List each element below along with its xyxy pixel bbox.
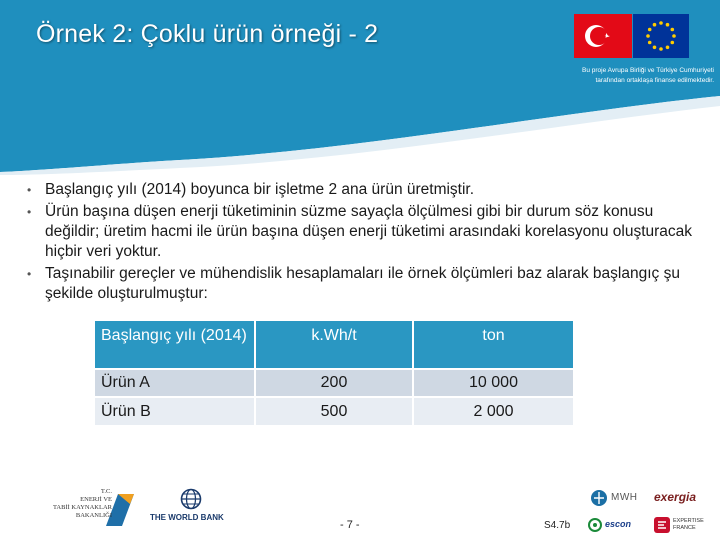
world-bank-logo	[150, 488, 234, 528]
table-header-row	[95, 321, 573, 369]
mwh-globe-icon	[590, 489, 608, 507]
globe-icon	[180, 488, 202, 510]
bullet-text: Başlangıç yılı (2014) boyunca bir işletme 2 ana ürün üretmiştir.	[45, 181, 475, 198]
exergia-text: exergia	[654, 490, 697, 504]
header-cell-ton: ton	[413, 321, 573, 369]
world-bank-text: THE WORLD BANK	[150, 513, 224, 522]
ministry-text-line: BAKANLIĞI	[75, 512, 112, 519]
expertise-france-logo	[654, 516, 710, 536]
ministry-text-line: T.C.	[100, 488, 112, 495]
bullet-dot-icon: •	[27, 205, 32, 219]
ton-cell: 2 000	[413, 397, 573, 425]
page-number: - 7 -	[340, 519, 360, 531]
product-name-cell: Ürün A	[95, 369, 255, 397]
eu-flag-icon	[633, 14, 689, 58]
slide-code: S4.7b	[544, 520, 571, 531]
header-cell-kwh-per-ton: k.Wh/t	[255, 321, 413, 369]
escon-swirl-icon	[588, 518, 602, 532]
bullet-item	[26, 202, 696, 262]
mwh-logo	[590, 489, 650, 507]
ton-cell: 10 000	[413, 369, 573, 397]
kwh-per-ton-cell: 200	[255, 369, 413, 397]
bullet-text: Taşınabilir gereçler ve mühendislik hesaplamaları ile örnek ölçümleri baz alarak başlangıç şu şekilde oluşturulmuştur:	[45, 265, 680, 302]
slide-title: Örnek 2: Çoklu ürün örneği - 2	[36, 20, 379, 48]
funding-line-1: Bu proje Avrupa Birliği ve Türkiye Cumhuriyeti	[582, 67, 714, 74]
bullet-item	[26, 264, 696, 304]
escon-logo	[588, 516, 638, 536]
funding-statement	[520, 66, 714, 86]
expertise-france-icon	[654, 517, 670, 533]
mwh-text: MWH	[611, 492, 638, 503]
ministry-logo	[34, 488, 142, 530]
expertise-france-text: EXPERTISE FRANCE	[673, 518, 704, 531]
header-cell-baseline-year: Başlangıç yılı (2014)	[95, 321, 255, 369]
bullet-list	[26, 180, 696, 306]
kwh-per-ton-cell: 500	[255, 397, 413, 425]
funding-line-2: tarafından ortaklaşa finanse edilmektedir.	[595, 77, 714, 84]
ministry-text-line: ENERJİ VE	[80, 496, 112, 503]
bullet-text: Ürün başına düşen enerji tüketiminin süzme sayaçla ölçülmesi gibi bir durum söz konusu değildir; üretim hacmi ile ürün başına düşen enerji tüketimi arasındaki korelasyonu oluşturacak hiçbir veri yoktur.	[45, 203, 693, 260]
table-row	[95, 369, 573, 397]
exergia-logo	[654, 490, 710, 508]
product-name-cell: Ürün B	[95, 397, 255, 425]
baseline-table	[95, 321, 573, 425]
escon-text: escon	[605, 519, 632, 529]
bullet-dot-icon: •	[27, 183, 32, 197]
table-row	[95, 397, 573, 425]
ministry-text-line: TABİİ KAYNAKLAR	[52, 504, 112, 511]
turkey-flag-icon	[574, 14, 632, 58]
bullet-dot-icon: •	[27, 267, 32, 281]
bullet-item	[26, 180, 696, 200]
